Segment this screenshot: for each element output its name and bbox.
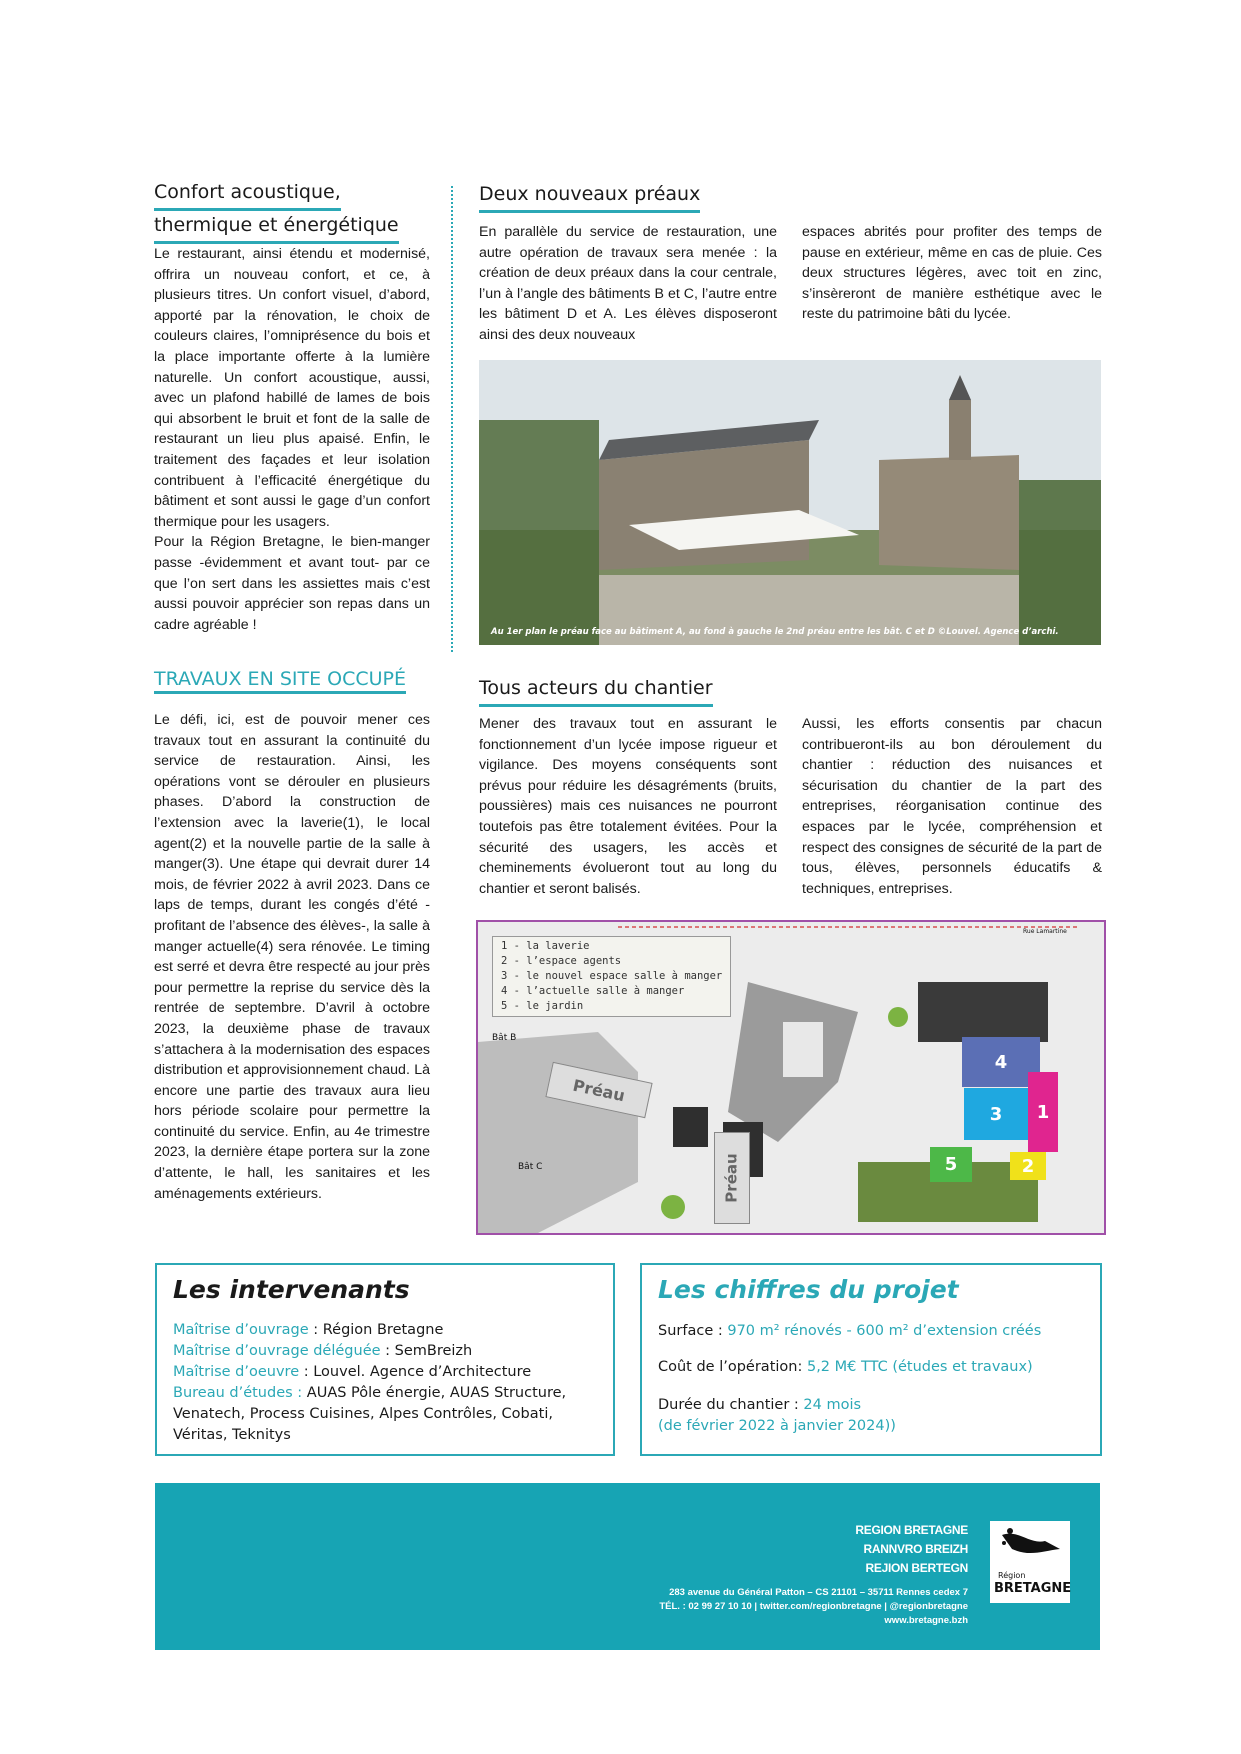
legend-item-2: 2 - l’espace agents [501,955,622,967]
column-divider [451,186,453,652]
zone-5: 5 [930,1147,972,1182]
region-name-fr: REGION BRETAGNE [855,1523,968,1537]
logo-big-text: BRETAGNE [994,1581,1072,1596]
label-bat-c: Bât C [518,1162,543,1172]
chiffre-surface: Surface : 970 m² rénovés - 600 m² d’extension créés [658,1323,1042,1339]
zone-2: 2 [1010,1152,1046,1180]
acteurs-col1: Mener des travaux tout en assurant le fonctionnement d’un lycée impose rigueur et vigilance. Des moyens conséquents sont prévus pour réduire les désagréments (bruits, poussières) mais ces nuisances ne pourront toutefois pas être totalement évitées. Pour la sécurité des usagers, les accès et cheminements évolueront tout au long du chantier et seront balisés. [479,716,777,897]
preau-rendering-photo [479,360,1101,645]
chiffres-title: Les chiffres du projet [658,1275,959,1304]
label-bat-b: Bât B [492,1033,517,1043]
intervenant-row: Maîtrise d’oeuvre : Louvel. Agence d’Architecture [173,1364,532,1380]
heading-confort: Confort acoustique, thermique et énergétique [154,178,444,244]
label-rue: Rue Lamartine [1023,928,1067,935]
legend-item-5: 5 - le jardin [501,1000,584,1012]
site-plan [476,920,1106,1235]
confort-paragraph-2: Pour la Région Bretagne, le bien-manger passe -évidemment et avant tout- par ce que l’on sert dans les assiettes mais c’est aussi pouvoir apprécier son repas dans un cadre agréable ! [154,534,430,633]
chiffre-cout: Coût de l’opération: 5,2 M€ TTC (études et travaux) [658,1359,1033,1375]
region-name-br: RANNVRO BREIZH [863,1542,968,1556]
footer-contact: TÉL. : 02 99 27 10 10 | twitter.com/regionbretagne | @regionbretagne [659,1601,968,1612]
plan-legend [492,936,731,1017]
chiffres-box [640,1263,1102,1456]
rendering-illustration [479,360,1101,645]
heading-travaux: TRAVAUX EN SITE OCCUPÉ [154,668,406,694]
footer-region-names [855,1521,968,1578]
footer-contact-block [659,1586,968,1628]
chiffre-duree: Durée du chantier : 24 mois (de février 2022 à janvier 2024)) [658,1397,896,1434]
zone-4: 4 [962,1037,1040,1087]
intervenant-row: Bureau d’études : AUAS Pôle énergie, AUAS Structure, Venatech, Process Cuisines, Alpes Contrôles, Cobati, Véritas, Teknitys [173,1385,567,1443]
heading-preaux: Deux nouveaux préaux [479,180,700,213]
region-bretagne-logo [990,1521,1070,1603]
preau-label-1: Préau [545,1062,652,1118]
intervenant-row: Maîtrise d’ouvrage déléguée : SemBreizh [173,1343,473,1359]
zone-3: 3 [964,1088,1028,1140]
legend-item-1: 1 - la laverie [501,940,590,952]
intervenants-title: Les intervenants [173,1275,410,1304]
legend-item-4: 4 - l’actuelle salle à manger [501,985,685,997]
photo-caption: Au 1er plan le préau face au bâtiment A, au fond à gauche le 2nd préau entre les bât. C et D ©Louvel. Agence d’archi. [491,627,1059,637]
zone-1: 1 [1028,1072,1058,1152]
logo-small-text: Région [998,1571,1026,1580]
heading-acteurs: Tous acteurs du chantier [479,674,713,707]
intervenant-row: Maîtrise d’ouvrage : Région Bretagne [173,1322,444,1338]
travaux-text: Le défi, ici, est de pouvoir mener ces travaux tout en assurant la continuité du service de restauration. Ainsi, les opérations vont se dérouler en plusieurs phases. D’abord la construction de l’extension avec la laverie(1), le local agent(2) et la nouvelle partie de la salle à manger(3). Une étape qui devrait durer 14 mois, de février 2022 à avril 2023. Dans ce laps de temps, durant les congés d’été -profitant de l’absence des élèves-, la salle à manger actuelle(4) sera rénovée. Le timing est serré et devra être respecté au jour près pour permettre la reprise du service dès la rentrée de septembre. D’avril à octobre 2023, la deuxième phase de travaux s’attachera à la modernisation des espaces distribution et approvisionnement chaud. Là encore une partie des travaux aura lieu hors période scolaire pour permettre la continuité du service. Enfin, au 4e trimestre 2023, la dernière étape portera sur la zone d’attente, le hall, les sanitaires et les aménagements extérieurs. [154,712,431,1202]
preaux-col2: espaces abrités pour profiter des temps de pause en extérieur, même en cas de pluie. Ces deux structures légères, avec toit en zinc, s’insèreront de manière esthétique avec le reste du patrimoine bâti du lycée. [802,224,1102,323]
acteurs-col2: Aussi, les efforts consentis par chacun contribueront-ils au bon déroulement du chantier : réduction des nuisances et sécurisation du chantier de la part des entreprises, réorganisation continue des espaces par le lycée, compréhension et respect des consignes de sécurité de la part de tous, élèves, personnels éducatifs & techniques, entreprises. [802,716,1102,897]
preau-label-2 [714,1132,750,1224]
intervenants-box [155,1263,615,1456]
confort-paragraph-1: Le restaurant, ainsi étendu et modernisé, offrira un nouveau confort, et ce, à plusieurs titres. Un confort visuel, d’abord, apporté par la rénovation, le choix de couleurs claires, l’omniprésence du bois et la place importante offerte à la lumière naturelle. Un confort acoustique, aussi, avec un plafond habillé de lames de bois qui absorbent le bruit et font de la salle de restaurant un lieu plus apaisé. Enfin, le traitement des façades et leur isolation contribuent à l’efficacité énergétique du bâtiment et sont aussi le gage d’un confort thermique pour les usagers. [154,246,430,530]
ermine-bird-icon [990,1521,1070,1571]
footer-address: 283 avenue du Général Patton – CS 21101 – 35711 Rennes cedex 7 [669,1587,968,1598]
footer-band [155,1483,1100,1650]
preau-label-2-text: Préau [723,1153,741,1203]
confort-text [154,244,430,635]
footer-website: www.bretagne.bzh [884,1615,968,1626]
preaux-col1: En parallèle du service de restauration, une autre opération de travaux sera menée : la création de deux préaux dans la cour centrale, l’un à l’angle des bâtiments B et C, l’autre entre les bâtiment D et A. Les élèves disposeront ainsi des deux nouveaux [479,224,777,343]
region-name-ga: REJION BERTEGN [865,1561,968,1575]
intervenants-list [173,1320,593,1446]
legend-item-3: 3 - le nouvel espace salle à manger [501,970,723,982]
